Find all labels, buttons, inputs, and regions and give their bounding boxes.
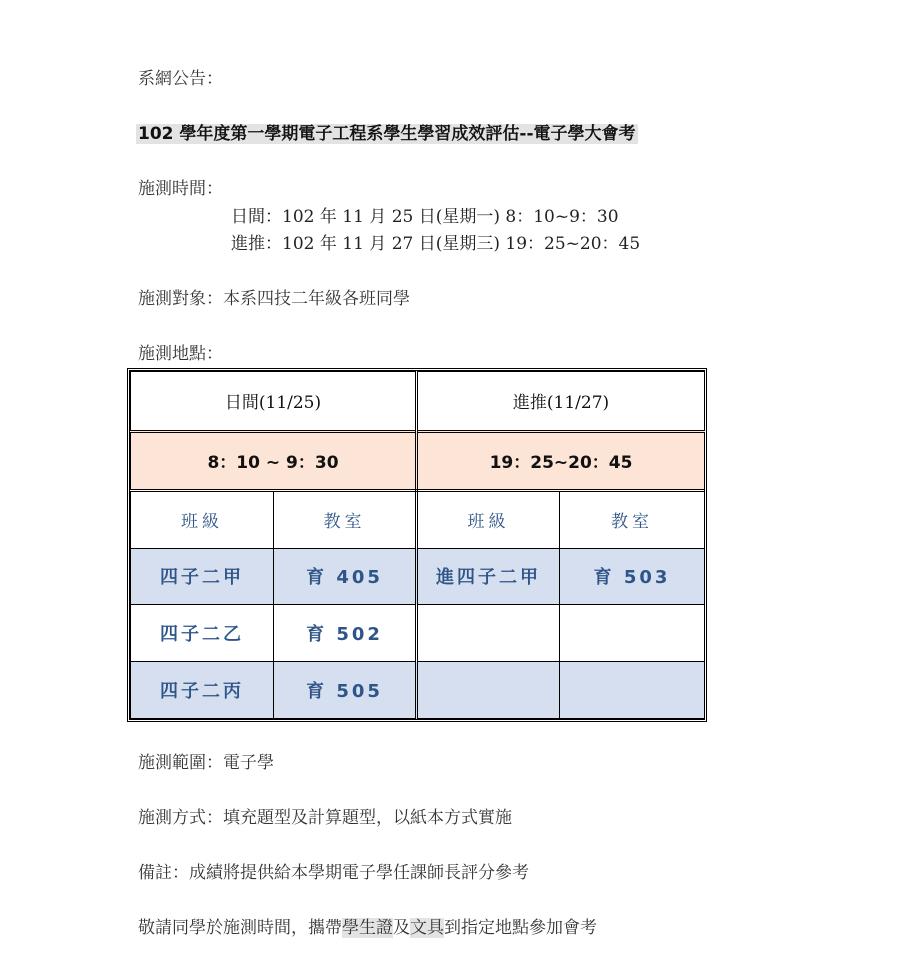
session-time-row [131,431,705,490]
closing-part2: 及 [393,918,410,938]
evening-class-cell [417,605,560,662]
closing-part1: 敬請同學於施測時間，攜帶 [138,918,342,938]
target-text: 施測對象：本系四技二年級各班同學 [138,289,410,309]
remark-text: 備註：成績將提供給本學期電子學任課師長評分參考 [138,863,529,883]
evening-time: 19：25~20：45 [417,431,705,490]
day-time: 8：10 ~ 9：30 [131,431,417,490]
announcement-title [136,123,638,145]
evening-class-cell: 進四子二甲 [417,548,560,605]
notice-label: 系網公告： [138,69,223,89]
evening-class-header: 班級 [417,490,560,548]
stationery-highlight: 文具 [410,918,444,938]
time-evening: 進推：102 年 11 月 27 日(星期三) 19：25~20：45 [231,234,641,254]
scope-text: 施測範圍：電子學 [138,753,274,773]
time-day: 日間：102 年 11 月 25 日(星期一) 8：10~9：30 [231,207,619,227]
day-header: 日間(11/25) [131,372,417,432]
closing-part3: 到指定地點參加會考 [444,918,597,938]
schedule-table-frame [127,368,707,722]
day-room-cell: 育 405 [274,548,417,605]
table-row [131,548,705,605]
day-room-header: 教室 [274,490,417,548]
day-room-cell: 育 502 [274,605,417,662]
session-header-row [131,372,705,432]
day-class-cell: 四子二甲 [131,548,274,605]
student-id-highlight: 學生證 [342,918,393,938]
time-label: 施測時間： [138,179,223,199]
schedule-table [130,371,705,719]
closing-text [138,917,597,939]
evening-room-cell [560,662,705,719]
day-room-cell: 育 505 [274,662,417,719]
day-class-cell: 四子二乙 [131,605,274,662]
location-label: 施測地點： [138,344,223,364]
day-class-header: 班級 [131,490,274,548]
method-text: 施測方式：填充題型及計算題型，以紙本方式實施 [138,808,512,828]
title-text: 102 學年度第一學期電子工程系學生學習成效評估--電子學大會考 [138,124,636,144]
table-row [131,662,705,719]
table-row [131,605,705,662]
evening-class-cell [417,662,560,719]
evening-room-header: 教室 [560,490,705,548]
evening-header: 進推(11/27) [417,372,705,432]
day-class-cell: 四子二丙 [131,662,274,719]
evening-room-cell [560,605,705,662]
evening-room-cell: 育 503 [560,548,705,605]
column-header-row [131,490,705,548]
